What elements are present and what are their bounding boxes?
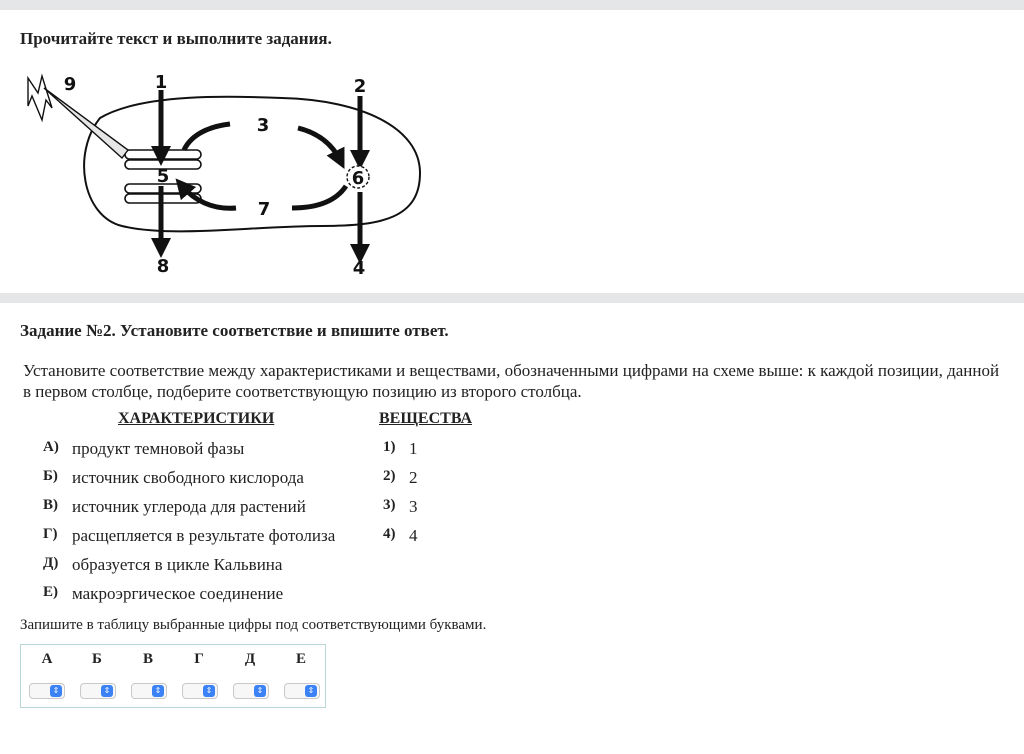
section-separator [0, 293, 1024, 303]
select-arrows-icon: ⇕ [203, 685, 215, 697]
substance-text: 3 [409, 497, 418, 516]
substance-number: 2) [383, 468, 396, 484]
task-instructions: Установите соответствие между характеристиками и веществами, обозначенными цифрами на схеме выше: к каждой позиции, данной в первом столбце, подберите соответствующую позицию из второго столбца. [23, 361, 1000, 401]
characteristics-header: ХАРАКТЕРИСТИКИ [118, 410, 275, 427]
substance-number: 3) [383, 497, 396, 513]
diagram-label-3: 3 [256, 115, 270, 136]
characteristic-letter: Г) [43, 526, 58, 542]
light-bolt [28, 76, 52, 120]
answer-select-b[interactable] [80, 683, 116, 699]
chloroplast-diagram [22, 68, 432, 280]
diagram-label-5: 5 [156, 166, 170, 187]
select-arrows-icon: ⇕ [305, 685, 317, 697]
select-arrows-icon: ⇕ [254, 685, 266, 697]
substance-number: 4) [383, 526, 396, 542]
diagram-label-8: 8 [156, 256, 170, 277]
select-arrows-icon: ⇕ [101, 685, 113, 697]
select-arrows-icon: ⇕ [152, 685, 164, 697]
arrow-7b [292, 186, 346, 208]
answer-select-a[interactable] [29, 683, 65, 699]
answer-table [20, 644, 326, 708]
task-heading: Прочитайте текст и выполните задания. [20, 29, 332, 48]
select-arrows-icon: ⇕ [50, 685, 62, 697]
characteristic-text: расщепляется в результате фотолиза [72, 526, 336, 545]
diagram-label-7: 7 [257, 199, 271, 220]
characteristic-letter: Д) [43, 555, 59, 571]
diagram-label-1: 1 [154, 72, 168, 93]
diagram-label-4: 4 [352, 258, 366, 279]
characteristic-text: образуется в цикле Кальвина [72, 555, 283, 574]
answer-select-v[interactable] [131, 683, 167, 699]
answer-header-v: В [142, 651, 153, 667]
answer-instruction: Запишите в таблицу выбранные цифры под соответствующими буквами. [20, 617, 487, 633]
arrow-3 [184, 124, 230, 150]
characteristic-letter: В) [43, 497, 58, 513]
diagram-label-6: 6 [351, 168, 365, 189]
chloroplast-outline [84, 97, 420, 232]
characteristic-letter: Б) [43, 468, 58, 484]
diagram-label-9: 9 [63, 74, 77, 95]
diagram-label-2: 2 [353, 76, 367, 97]
characteristic-text: продукт темновой фазы [72, 439, 245, 458]
top-separator [0, 0, 1024, 10]
task2-heading: Задание №2. Установите соответствие и впишите ответ. [20, 321, 449, 340]
answer-select-g[interactable] [182, 683, 218, 699]
answer-header-g: Г [194, 651, 204, 667]
answer-header-d: Д [244, 651, 256, 667]
substance-text: 2 [409, 468, 418, 487]
substances-header: ВЕЩЕСТВА [379, 410, 473, 427]
characteristic-text: источник углерода для растений [72, 497, 306, 516]
characteristic-text: макроэргическое соединение [72, 584, 284, 603]
substance-text: 1 [409, 439, 418, 458]
answer-header-e: Е [295, 651, 306, 667]
characteristic-letter: Е) [43, 584, 58, 600]
answer-select-d[interactable] [233, 683, 269, 699]
answer-select-e[interactable] [284, 683, 320, 699]
substance-number: 1) [383, 439, 396, 455]
characteristic-letter: А) [43, 439, 59, 455]
answer-header-b: Б [92, 651, 102, 667]
characteristic-text: источник свободного кислорода [72, 468, 304, 487]
arrow-7 [182, 186, 236, 208]
answer-header-a: А [41, 651, 53, 667]
arrow-3b [298, 128, 340, 160]
substance-text: 4 [409, 526, 418, 545]
